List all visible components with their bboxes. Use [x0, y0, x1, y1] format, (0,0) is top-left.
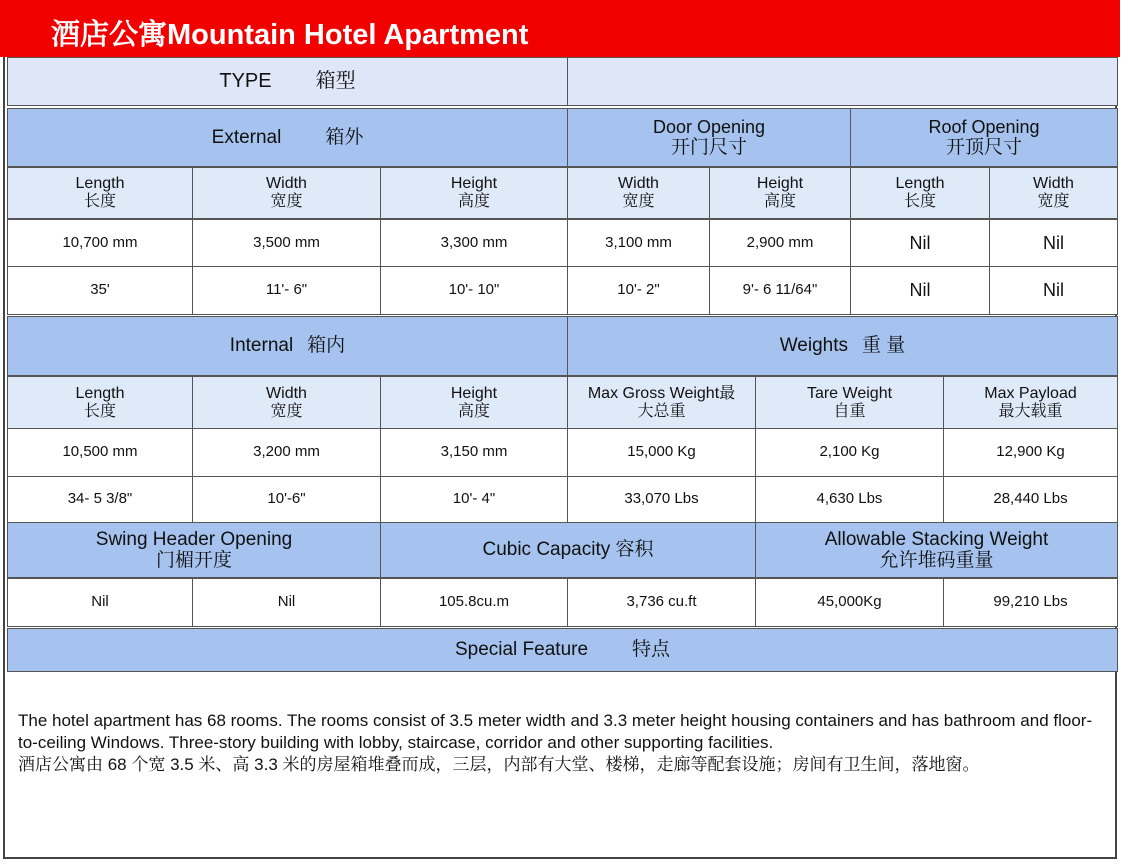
stacking-weight-header — [755, 522, 1118, 578]
max-gross-kg: 15,000 Kg — [567, 428, 756, 477]
ext-height-label — [380, 167, 568, 219]
roof-width-mm: Nil — [989, 219, 1118, 267]
label-en: Tare Weight — [806, 384, 893, 402]
special-feature-header — [7, 628, 1118, 672]
label-en: Length — [75, 384, 125, 402]
label-zh: 长度 — [83, 193, 116, 210]
door-opening-zh: 开门尺寸 — [670, 136, 747, 158]
label-zh: 最大载重 — [998, 402, 1063, 420]
swing-value-2: Nil — [192, 578, 381, 627]
label-en: Height — [756, 175, 804, 193]
max-payload-label — [943, 376, 1118, 429]
swing-value-1: Nil — [7, 578, 193, 627]
payload-kg: 12,900 Kg — [943, 428, 1118, 477]
special-feature-en: Special Feature — [454, 639, 589, 661]
label-en: Max Gross Weight最 — [587, 384, 736, 402]
label-zh: 宽度 — [1037, 193, 1070, 210]
int-width-ft: 10'-6" — [192, 476, 381, 523]
description-zh: 酒店公寓由 68 个宽 3.5 米、高 3.3 米的房屋箱堆叠而成，三层，内部有大堂、楼梯，走廊等配套设施；房间有卫生间，落地窗。 — [18, 755, 980, 775]
tare-kg: 2,100 Kg — [755, 428, 944, 477]
int-height-label — [380, 376, 568, 429]
roof-opening-zh: 开顶尺寸 — [945, 136, 1022, 158]
int-length-mm: 10,500 mm — [7, 428, 193, 477]
max-gross-lbs: 33,070 Lbs — [567, 476, 756, 523]
stacking-zh: 允许堆码重量 — [879, 550, 994, 571]
internal-en: Internal — [229, 335, 294, 357]
special-feature-zh: 特点 — [632, 639, 671, 661]
stacking-lbs: 99,210 Lbs — [943, 578, 1118, 627]
roof-opening-en: Roof Opening — [928, 116, 1040, 137]
weights-en: Weights — [779, 335, 848, 357]
roof-length-mm: Nil — [850, 219, 990, 267]
ext-width-mm: 3,500 mm — [192, 219, 381, 267]
type-value — [567, 57, 1118, 106]
label-en: Width — [618, 175, 659, 193]
ext-length-ft: 35' — [7, 266, 193, 315]
int-length-label — [7, 376, 193, 429]
int-length-ft: 34- 5 3/8" — [7, 476, 193, 523]
ext-width-ft: 11'- 6" — [192, 266, 381, 315]
internal-zh: 箱内 — [307, 335, 346, 357]
type-header — [7, 57, 568, 106]
door-width-mm: 3,100 mm — [567, 219, 710, 267]
payload-lbs: 28,440 Lbs — [943, 476, 1118, 523]
roof-opening-header — [850, 108, 1118, 167]
int-height-ft: 10'- 4" — [380, 476, 568, 523]
int-width-mm: 3,200 mm — [192, 428, 381, 477]
internal-header — [7, 316, 568, 376]
label-zh: 高度 — [763, 193, 796, 210]
description — [18, 710, 1108, 776]
label-zh: 宽度 — [270, 193, 303, 210]
ext-length-label — [7, 167, 193, 219]
label-en: Width — [266, 175, 307, 193]
cubic-imperial: 3,736 cu.ft — [567, 578, 756, 627]
label-en: Length — [75, 175, 125, 193]
type-zh: 箱型 — [315, 70, 356, 93]
label-zh: 宽度 — [622, 193, 655, 210]
max-gross-weight-label — [567, 376, 756, 429]
label-zh: 宽度 — [270, 402, 303, 420]
label-en: Width — [266, 384, 307, 402]
ext-height-mm: 3,300 mm — [380, 219, 568, 267]
label-zh: 高度 — [457, 402, 490, 420]
page-title: 酒店公寓Mountain Hotel Apartment — [51, 19, 529, 51]
label-en: Length — [895, 175, 945, 193]
roof-width-ft: Nil — [989, 266, 1118, 315]
external-zh: 箱外 — [325, 126, 364, 148]
tare-weight-label — [755, 376, 944, 429]
stacking-en: Allowable Stacking Weight — [824, 528, 1049, 550]
label-zh: 高度 — [457, 193, 490, 210]
label-zh: 长度 — [903, 193, 936, 210]
int-width-label — [192, 376, 381, 429]
label-en: Height — [450, 175, 498, 193]
roof-width-label — [989, 167, 1118, 219]
description-en: The hotel apartment has 68 rooms. The rooms consist of 3.5 meter width and 3.3 meter height housing containers and has bathroom and floor-to-ceiling Windows. Three-story building with lobby, staircase, corridor and other supporting facilities. — [18, 711, 1093, 753]
label-zh: 长度 — [83, 402, 116, 420]
swing-header-opening-header — [7, 522, 381, 578]
weights-header — [567, 316, 1118, 376]
label-en: Width — [1033, 175, 1074, 193]
ext-width-label — [192, 167, 381, 219]
door-height-label — [709, 167, 851, 219]
ext-length-mm: 10,700 mm — [7, 219, 193, 267]
door-opening-en: Door Opening — [652, 116, 766, 137]
label-zh: 大总重 — [637, 402, 686, 420]
swing-header-en: Swing Header Opening — [95, 528, 293, 550]
label-en: Max Payload — [984, 384, 1077, 402]
type-en: TYPE — [219, 70, 272, 93]
door-opening-header — [567, 108, 851, 167]
label-zh: 自重 — [833, 402, 866, 420]
ext-height-ft: 10'- 10" — [380, 266, 568, 315]
cubic-capacity-header — [380, 522, 756, 578]
roof-length-label — [850, 167, 990, 219]
swing-header-zh: 门楣开度 — [155, 550, 232, 571]
stacking-kg: 45,000Kg — [755, 578, 944, 627]
label-en: Height — [450, 384, 498, 402]
tare-lbs: 4,630 Lbs — [755, 476, 944, 523]
door-width-label — [567, 167, 710, 219]
door-height-ft: 9'- 6 11/64" — [709, 266, 851, 315]
door-height-mm: 2,900 mm — [709, 219, 851, 267]
title-banner — [0, 0, 1120, 57]
roof-length-ft: Nil — [850, 266, 990, 315]
cubic-metric: 105.8cu.m — [380, 578, 568, 627]
door-width-ft: 10'- 2" — [567, 266, 710, 315]
int-height-mm: 3,150 mm — [380, 428, 568, 477]
external-header — [7, 108, 568, 167]
weights-zh: 重 量 — [862, 335, 906, 357]
cubic-capacity-label: Cubic Capacity 容积 — [482, 539, 654, 561]
external-en: External — [211, 126, 282, 148]
